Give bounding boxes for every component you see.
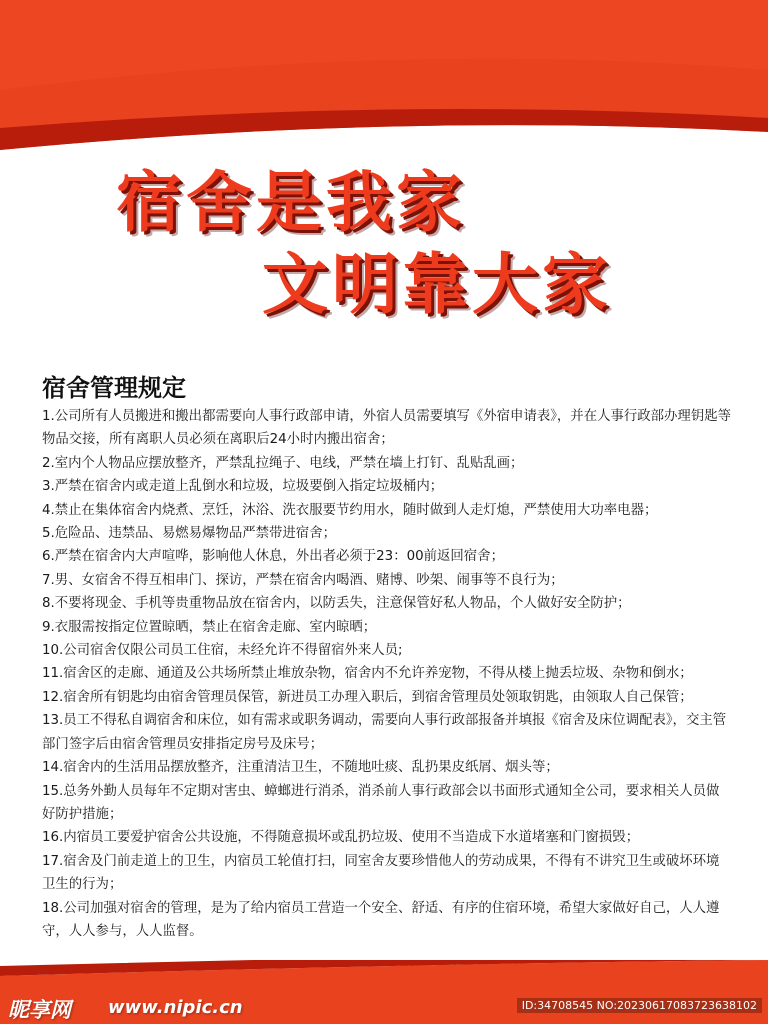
rule-item: 7.男、女宿舍不得互相串门、探访，严禁在宿舍内喝酒、赌博、吵架、闹事等不良行为； bbox=[42, 572, 564, 588]
rule-item: 17.宿舍及门前走道上的卫生，内宿员工轮值打扫，同室舍友要珍惜他人的劳动成果，不得有不讲究卫生或破坏环境卫生的行为； bbox=[42, 853, 720, 893]
watermark-id: ID:34708545 NO:20230617083723638102 bbox=[517, 998, 762, 1013]
rules-title: 宿舍管理规定 bbox=[42, 374, 186, 402]
watermark-logo: 昵享网 bbox=[8, 998, 71, 1022]
rule-item: 8.不要将现金、手机等贵重物品放在宿舍内，以防丢失，注意保管好私人物品，个人做好安全防护； bbox=[42, 596, 631, 612]
rule-item: 14.宿舍内的生活用品摆放整齐，注重清洁卫生，不随地吐痰、乱扔果皮纸屑、烟头等； bbox=[42, 760, 559, 776]
watermark-url: www.nipic.cn bbox=[108, 997, 243, 1018]
rule-item: 10.公司宿舍仅限公司员工住宿，未经允许不得留宿外来人员; bbox=[42, 643, 403, 659]
rule-item: 11.宿舍区的走廊、通道及公共场所禁止堆放杂物，宿舍内不允许养宠物，不得从楼上抛丢垃圾、杂物和倒水； bbox=[42, 666, 693, 682]
slogan-line-1: 宿舍是我家 bbox=[116, 164, 466, 241]
rule-item: 6.严禁在宿舍内大声喧哗，影响他人休息，外出者必须于23：00前返回宿舍； bbox=[42, 549, 504, 565]
top-banner bbox=[0, 0, 768, 160]
rule-item: 4.禁止在集体宿舍内烧煮、烹饪，沐浴、洗衣服要节约用水，随时做到人走灯熄，严禁使用大功率电器； bbox=[42, 502, 658, 518]
rule-item: 3.严禁在宿舍内或走道上乱倒水和垃圾，垃圾要倒入指定垃圾桶内； bbox=[42, 479, 444, 495]
rule-item: 1.公司所有人员搬进和搬出都需要向人事行政部申请，外宿人员需要填写《外宿申请表》，并在人事行政部办理钥匙等物品交接，所有离职人员必须在离职后24小时内搬出宿舍； bbox=[42, 409, 731, 448]
rule-item: 16.内宿员工要爱护宿舍公共设施，不得随意损坏或乱扔垃圾、使用不当造成下水道堵塞和门窗损毁； bbox=[42, 830, 640, 846]
rule-item: 12.宿舍所有钥匙均由宿舍管理员保管，新进员工办理入职后，到宿舍管理员处领取钥匙，由领取人自己保管； bbox=[42, 689, 693, 705]
rule-item: 5.危险品、违禁品、易燃易爆物品严禁带进宿舍； bbox=[42, 526, 336, 542]
rules-list bbox=[42, 405, 732, 943]
rule-item: 18.公司加强对宿舍的管理，是为了给内宿员工营造一个安全、舒适、有序的住宿环境，希望大家做好自己，人人遵守，人人参与，人人监督。 bbox=[42, 900, 720, 939]
rule-item: 2.室内个人物品应摆放整齐，严禁乱拉绳子、电线，严禁在墙上打钉、乱贴乱画； bbox=[42, 455, 524, 471]
rule-item: 15.总务外勤人员每年不定期对害虫、蟑螂进行消杀，消杀前人事行政部会以书面形式通知全公司，要求相关人员做好防护措施； bbox=[42, 783, 720, 822]
slogan-line-2: 文明靠大家 bbox=[262, 246, 612, 323]
rule-item: 9.衣服需按指定位置晾晒，禁止在宿舍走廊、室内晾晒； bbox=[42, 619, 377, 635]
rule-item: 13.员工不得私自调宿舍和床位，如有需求或职务调动，需要向人事行政部报备并填报《宿舍及床位调配表》，交主管部门签字后由宿舍管理员安排指定房号及床号； bbox=[42, 713, 727, 752]
